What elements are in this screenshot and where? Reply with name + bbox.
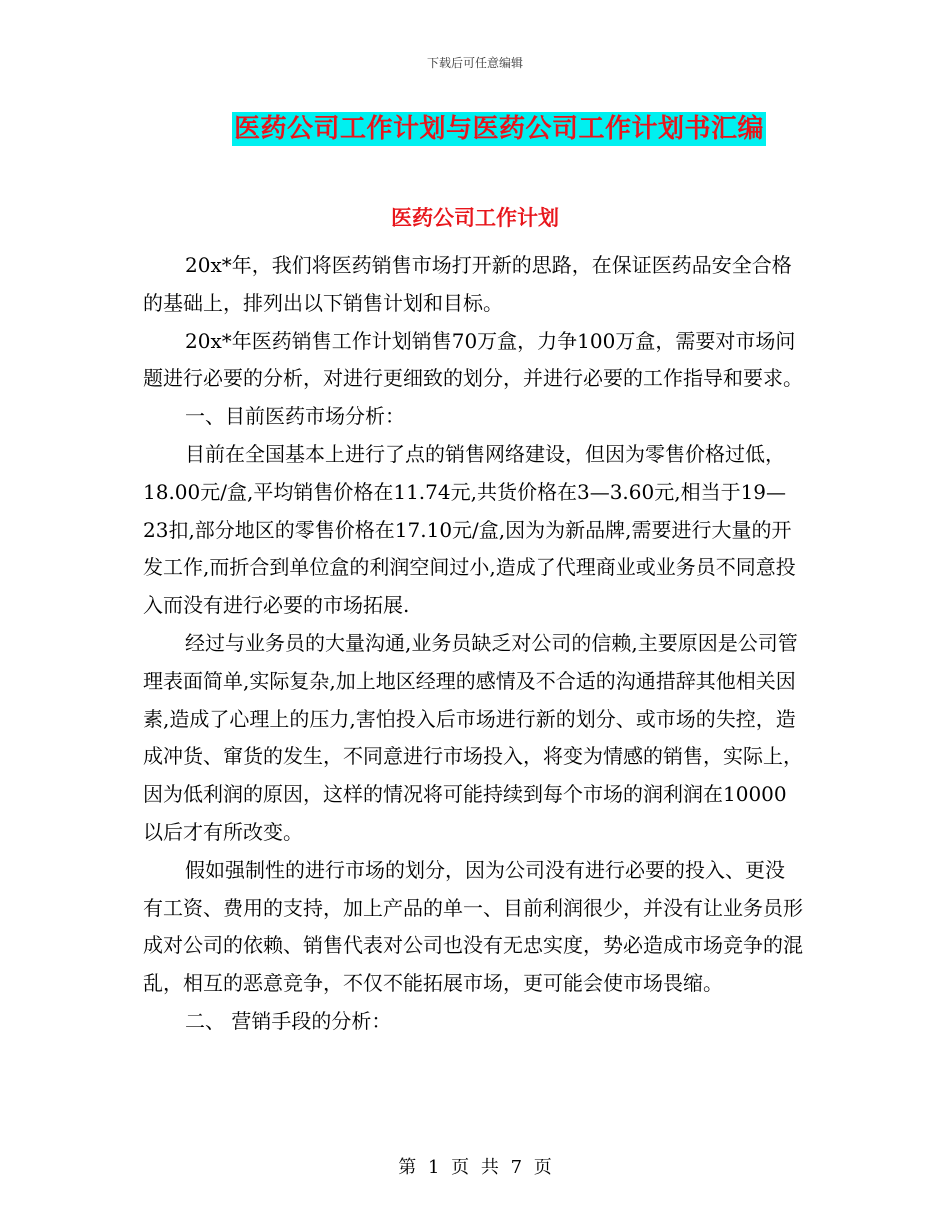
- page-footer: 第 1 页 共 7 页: [398, 1157, 552, 1178]
- paragraph-pricing: 目前在全国基本上进行了点的销售网络建设，但因为零售价格过低，18.00元/盒,平均销售价格在11.74元,共货价格在3—3.60元,相当于19—23扣,部分地区的零售价格在17.10元/盒,因为为新品牌,需要进行大量的开发工作,而折合到单位盒的利润空间过小,造成了代理商业或业务员不同意投入而没有进行必要的市场拓展.: [143, 441, 796, 618]
- header-note: 下载后可任意编辑: [426, 56, 523, 70]
- paragraph-sales-target: 20x*年医药销售工作计划销售70万盒，力争100万盒，需要对市场问题进行必要的分析，对进行更细致的划分，并进行必要的工作指导和要求。: [143, 328, 803, 391]
- heading-marketing-analysis: 二、 营销手段的分析：: [185, 1008, 392, 1033]
- heading-market-analysis: 一、目前医药市场分析：: [185, 404, 405, 429]
- document-body: [143, 247, 803, 1041]
- main-title: 医药公司工作计划与医药公司工作计划书汇编: [233, 114, 764, 144]
- paragraph-communication: 经过与业务员的大量沟通,业务员缺乏对公司的信赖,主要原因是公司管理表面简单,实际复杂,加上地区经理的感情及不合适的沟通措辞其他相关因素,造成了心理上的压力,害怕投入后市场进行新的划分、或市场的失控，造成冲货、窜货的发生，不同意进行市场投入，将变为情感的销售，实际上，因为低利润的原因，这样的情况将可能持续到每个市场的润利润在10000以后才有所改变。: [143, 630, 803, 844]
- paragraph-market-division: 假如强制性的进行市场的划分，因为公司没有进行必要的投入、更没有工资、费用的支持，加上产品的单一、目前利润很少，并没有让业务员形成对公司的依赖、销售代表对公司也没有无忠实度，势必造成市场竞争的混乱，相互的恶意竞争，不仅不能拓展市场，更可能会使市场畏缩。: [143, 857, 803, 996]
- section-title: 医药公司工作计划: [391, 206, 559, 230]
- main-title-container: [0, 112, 950, 146]
- paragraph-intro: 20x*年，我们将医药销售市场打开新的思路，在保证医药品安全合格的基础上，排列出以下销售计划和目标。: [143, 253, 792, 315]
